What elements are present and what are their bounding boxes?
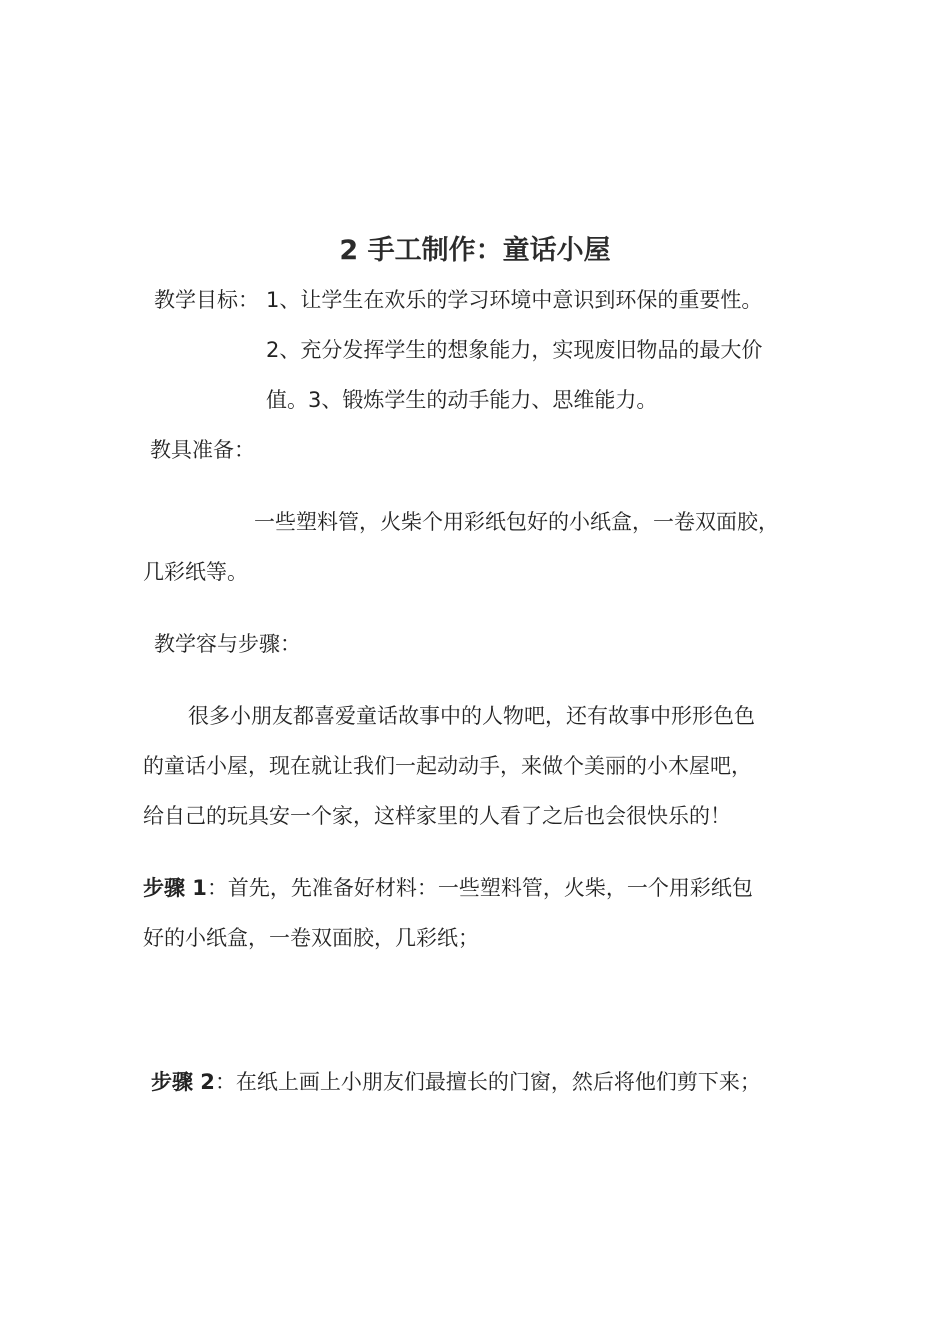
intro-line-2: 的童话小屋，现在就让我们一起动动手，来做个美丽的小木屋吧， xyxy=(143,754,752,778)
step2-text: ：在纸上画上小朋友们最擅长的门窗，然后将他们剪下来； xyxy=(214,1070,761,1094)
step1-text-line-1: ：首先，先准备好材料：一些塑料管，火柴，一个用彩纸包 xyxy=(206,876,753,900)
step2-paragraph xyxy=(151,1068,761,1096)
step1-text-line-2: 好的小纸盒，一卷双面胶，几彩纸； xyxy=(143,926,479,950)
document-title: 2 手工制作：童话小屋 xyxy=(339,235,611,266)
objective-line-2: 2、充分发挥学生的想象能力，实现废旧物品的最大价 xyxy=(266,338,763,362)
materials-label: 教具准备： xyxy=(150,438,255,462)
materials-line-1: 一些塑料管，火柴个用彩纸包好的小纸盒，一卷双面胶， xyxy=(254,510,779,534)
intro-line-3: 给自己的玩具安一个家，这样家里的人看了之后也会很快乐的！ xyxy=(143,804,731,828)
step1-paragraph xyxy=(143,874,753,902)
materials-line-2: 几彩纸等。 xyxy=(143,560,248,584)
objective-line-1: 1、让学生在欢乐的学习环境中意识到环保的重要性。 xyxy=(266,288,763,312)
step1-label: 步骤 1 xyxy=(143,876,207,900)
objective-line-3: 值。3、锻炼学生的动手能力、思维能力。 xyxy=(266,388,658,412)
intro-line-1: 很多小朋友都喜爱童话故事中的人物吧，还有故事中形形色色 xyxy=(188,704,755,728)
objectives-label: 教学目标： xyxy=(154,288,259,312)
content-label: 教学容与步骤： xyxy=(154,632,301,656)
step2-label: 步骤 2 xyxy=(151,1070,215,1094)
